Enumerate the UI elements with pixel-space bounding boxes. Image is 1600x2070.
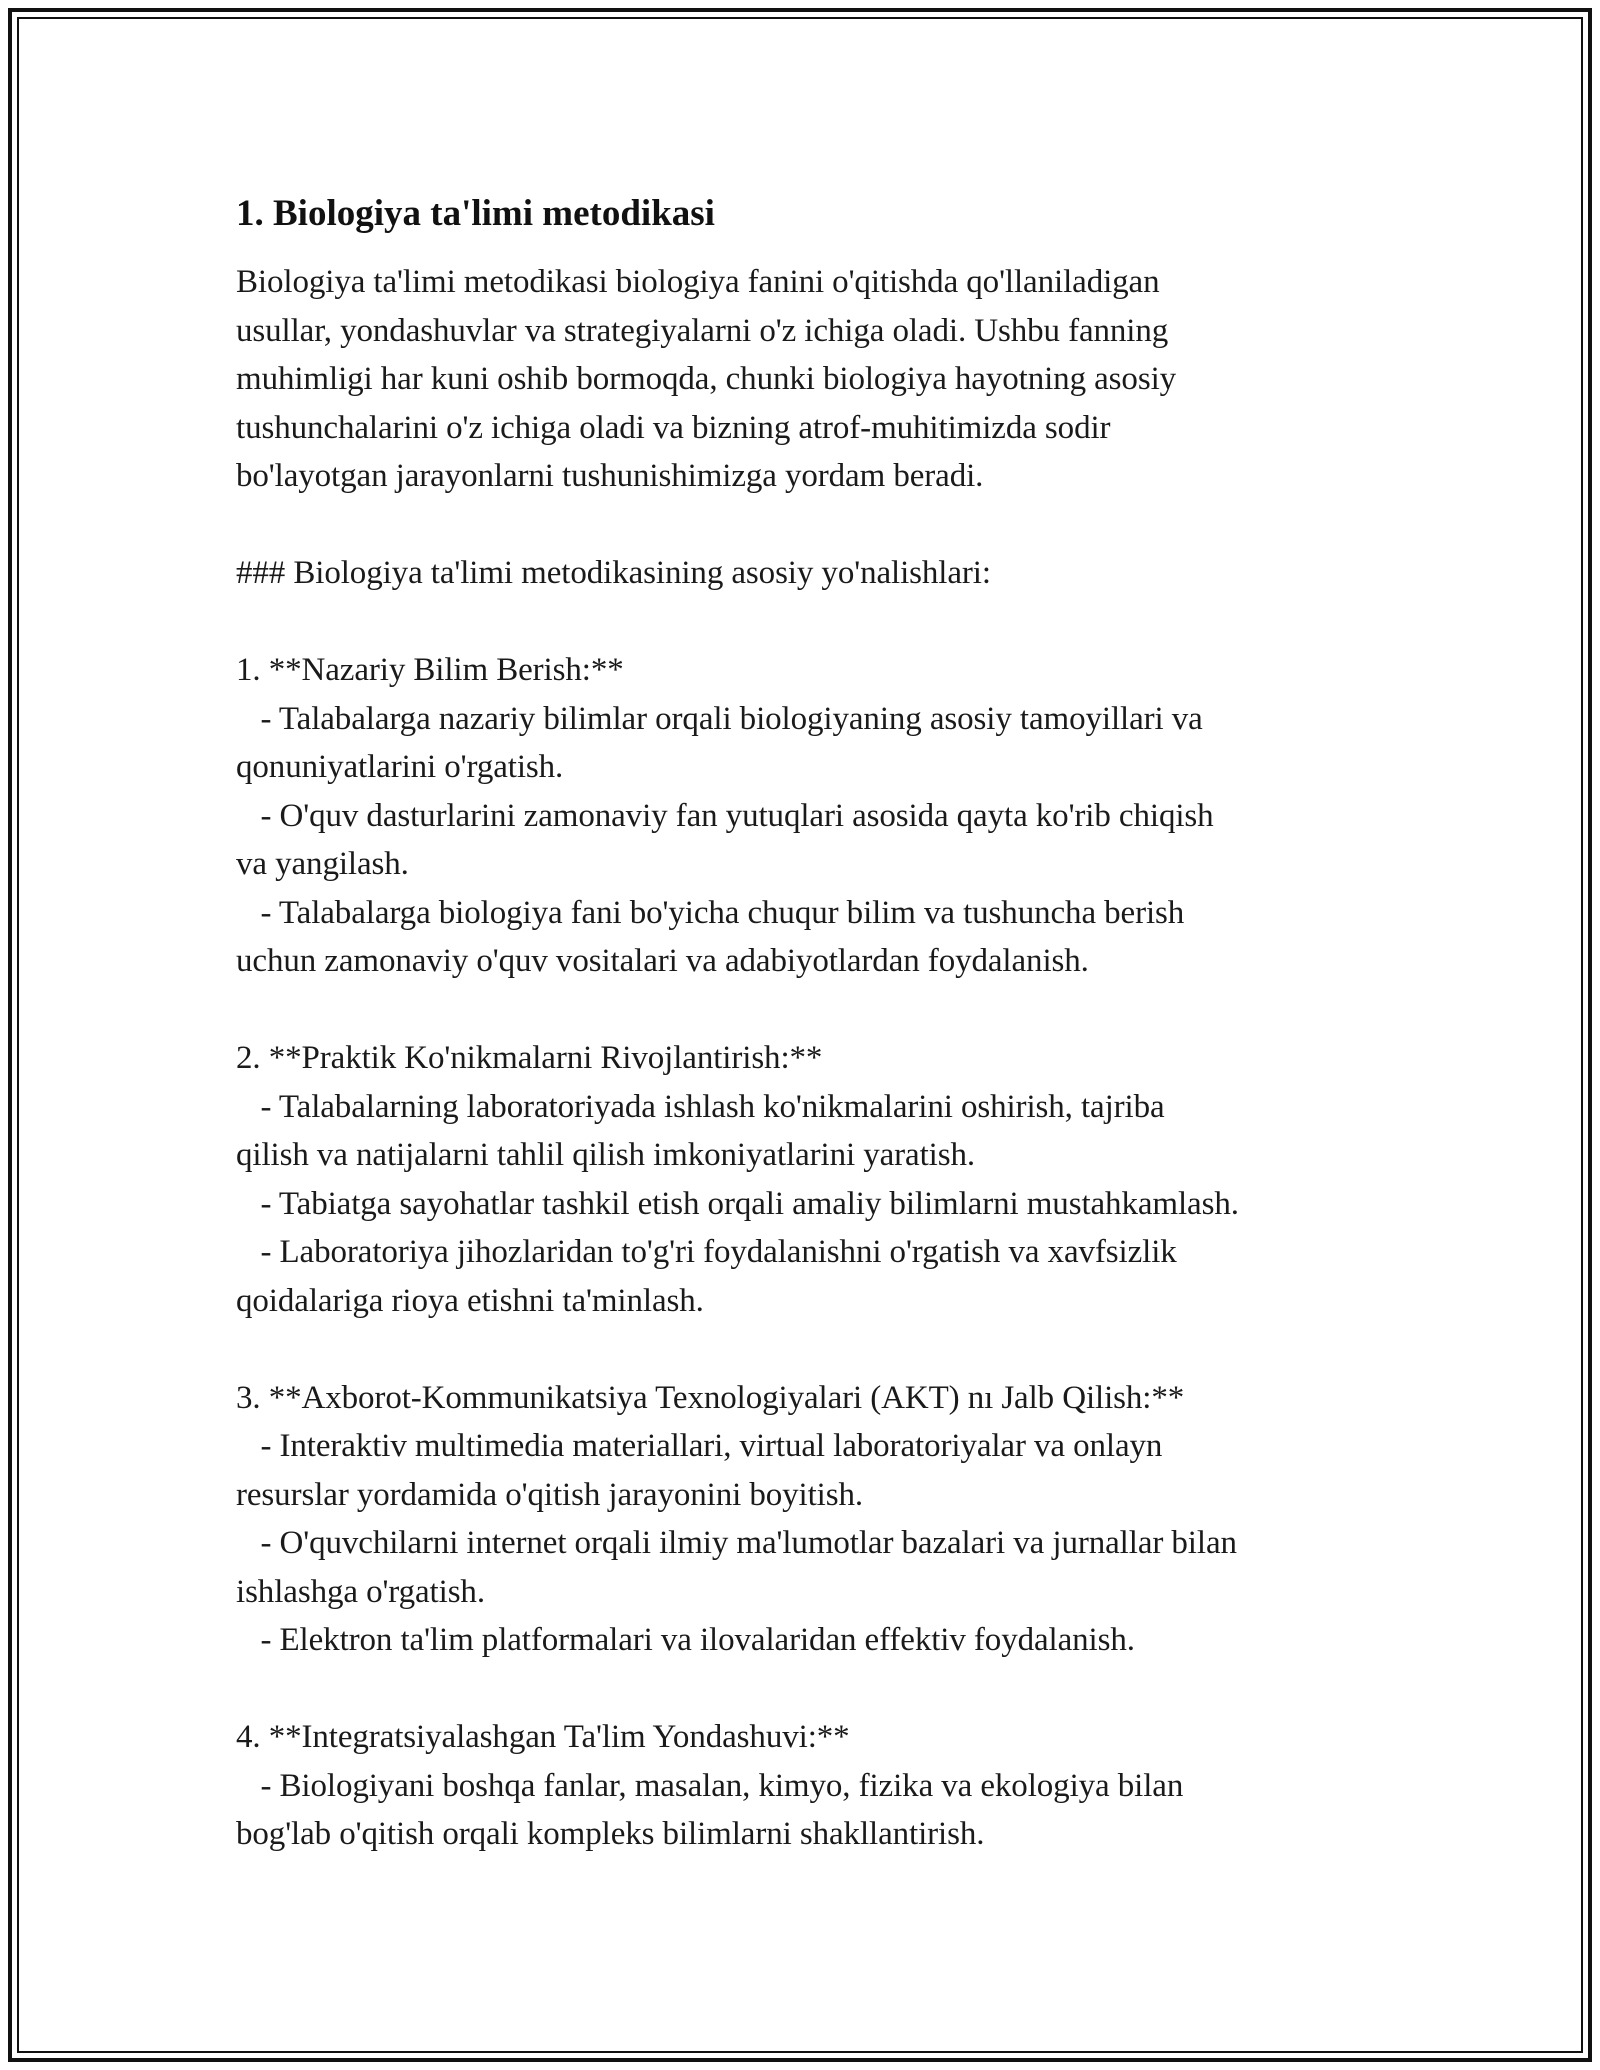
document-content [236,186,1376,1859]
document-body: Biologiya ta'limi metodikasi biologiya fanini o'qitishda qo'llaniladigan usullar, yondashuvlar va strategiyalarni o'z ichiga oladi. Ushbu fanning muhimligi har kuni oshib bormoqda, chunki biologiya hayotning asosiy tushunchalarini o'z ichiga oladi va bizning atrof-muhitimizda sodir bo'layotgan jarayonlarni tushunishimizga yordam beradi. ### Biologiya ta'limi metodikasining asosiy yo'nalishlari: 1. **Nazariy Bilim Berish:** - Talabalarga nazariy bilimlar orqali biologiyaning asosiy tamoyillari va qonuniyatlarini o'rgatish. - O'quv dasturlarini zamonaviy fan yutuqlari asosida qayta ko'rib chiqish va yangilash. - Talabalarga biologiya fani bo'yicha chuqur bilim va tushuncha berish uchun zamonaviy o'quv vositalari va adabiyotlardan foydalanish. 2. **Praktik Ko'nikmalarni Rivojlantirish:** - Talabalarning laboratoriyada ishlash ko'nikmalarini oshirish, tajriba qilish va natijalarni tahlil qilish imkoniyatlarini yaratish. - Tabiatga sayohatlar tashkil etish orqali amaliy bilimlarni mustahkamlash. - Laboratoriya jihozlaridan to'g'ri foydalanishni o'rgatish va xavfsizlik qoidalariga rioya etishni ta'minlash. 3. **Axborot-Kommunikatsiya Texnologiyalari (AKT) nı Jalb Qilish:** - Interaktiv multimedia materiallari, virtual laboratoriyalar va onlayn resurslar yordamida o'qitish jarayonini boyitish. - O'quvchilarni internet orqali ilmiy ma'lumotlar bazalari va jurnallar bilan ishlashga o'rgatish. - Elektron ta'lim platformalari va ilovalaridan effektiv foydalanish. 4. **Integratsiyalashgan Ta'lim Yondashuvi:** - Biologiyani boshqa fanlar, masalan, kimyo, fizika va ekologiya bilan bog'lab o'qitish orqali kompleks bilimlarni shakllantirish. [236,264,1239,1852]
document-title: 1. Biologiya ta'limi metodikasi [236,193,715,234]
